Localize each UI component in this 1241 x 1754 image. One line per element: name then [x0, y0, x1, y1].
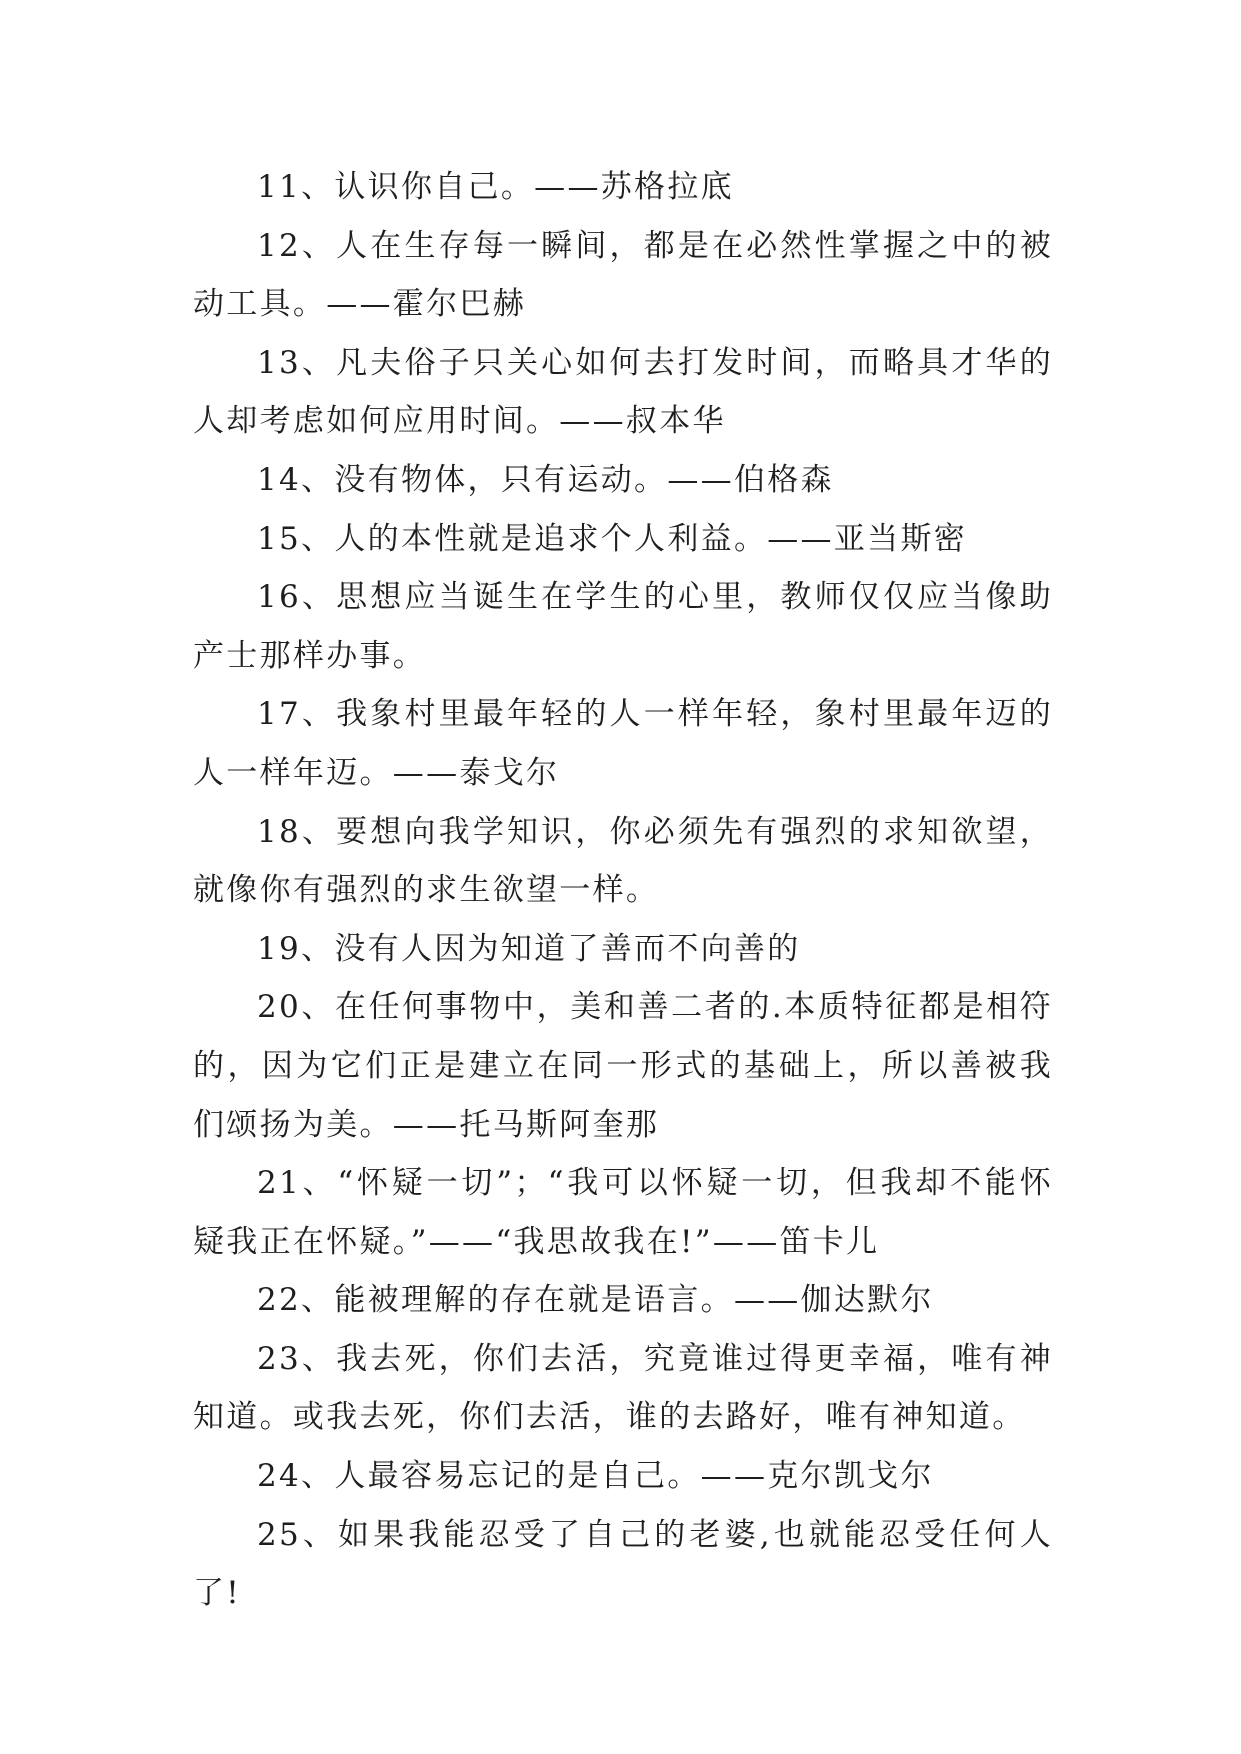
quote-paragraph-16: 16、思想应当诞生在学生的心里，教师仅仅应当像助产士那样办事。 [193, 579, 1053, 674]
quote-list [193, 158, 1053, 1623]
quote-paragraph-14: 14、没有物体，只有运动。——伯格森 [257, 461, 834, 498]
quote-paragraph-24: 24、人最容易忘记的是自己。——克尔凯戈尔 [257, 1458, 934, 1495]
quote-paragraph-12: 12、人在生存每一瞬间，都是在必然性掌握之中的被动工具。——霍尔巴赫 [193, 227, 1053, 323]
quote-paragraph-20: 20、在任何事物中，美和善二者的.本质特征都是相符的，因为它们正是建立在同一形式的基础上，所以善被我们颂扬为美。——托马斯阿奎那 [193, 989, 1053, 1143]
quote-paragraph-18: 18、要想向我学知识，你必须先有强烈的求知欲望，就像你有强烈的求生欲望一样。 [193, 813, 1053, 909]
quote-paragraph-11: 11、认识你自己。——苏格拉底 [257, 169, 734, 205]
quote-paragraph-22: 22、能被理解的存在就是语言。——伽达默尔 [257, 1282, 934, 1319]
quote-paragraph-13: 13、凡夫俗子只关心如何去打发时间，而略具才华的人却考虑如何应用时间。——叔本华 [193, 344, 1053, 440]
quote-paragraph-15: 15、人的本性就是追求个人利益。——亚当斯密 [257, 520, 968, 557]
quote-paragraph-17: 17、我象村里最年轻的人一样年轻，象村里最年迈的人一样年迈。——泰戈尔 [193, 696, 1053, 791]
quote-paragraph-21: 21、“怀疑一切”；“我可以怀疑一切，但我却不能怀疑我正在怀疑。”——“我思故我在!”——笛卡儿 [193, 1165, 1053, 1260]
quote-paragraph-23: 23、我去死，你们去活，究竟谁过得更幸福，唯有神知道。或我去死，你们去活，谁的去路好，唯有神知道。 [193, 1340, 1053, 1436]
quote-paragraph-25: 25、如果我能忍受了自己的老婆,也就能忍受任何人了! [193, 1516, 1053, 1612]
quote-paragraph-19: 19、没有人因为知道了善而不向善的 [257, 930, 801, 967]
